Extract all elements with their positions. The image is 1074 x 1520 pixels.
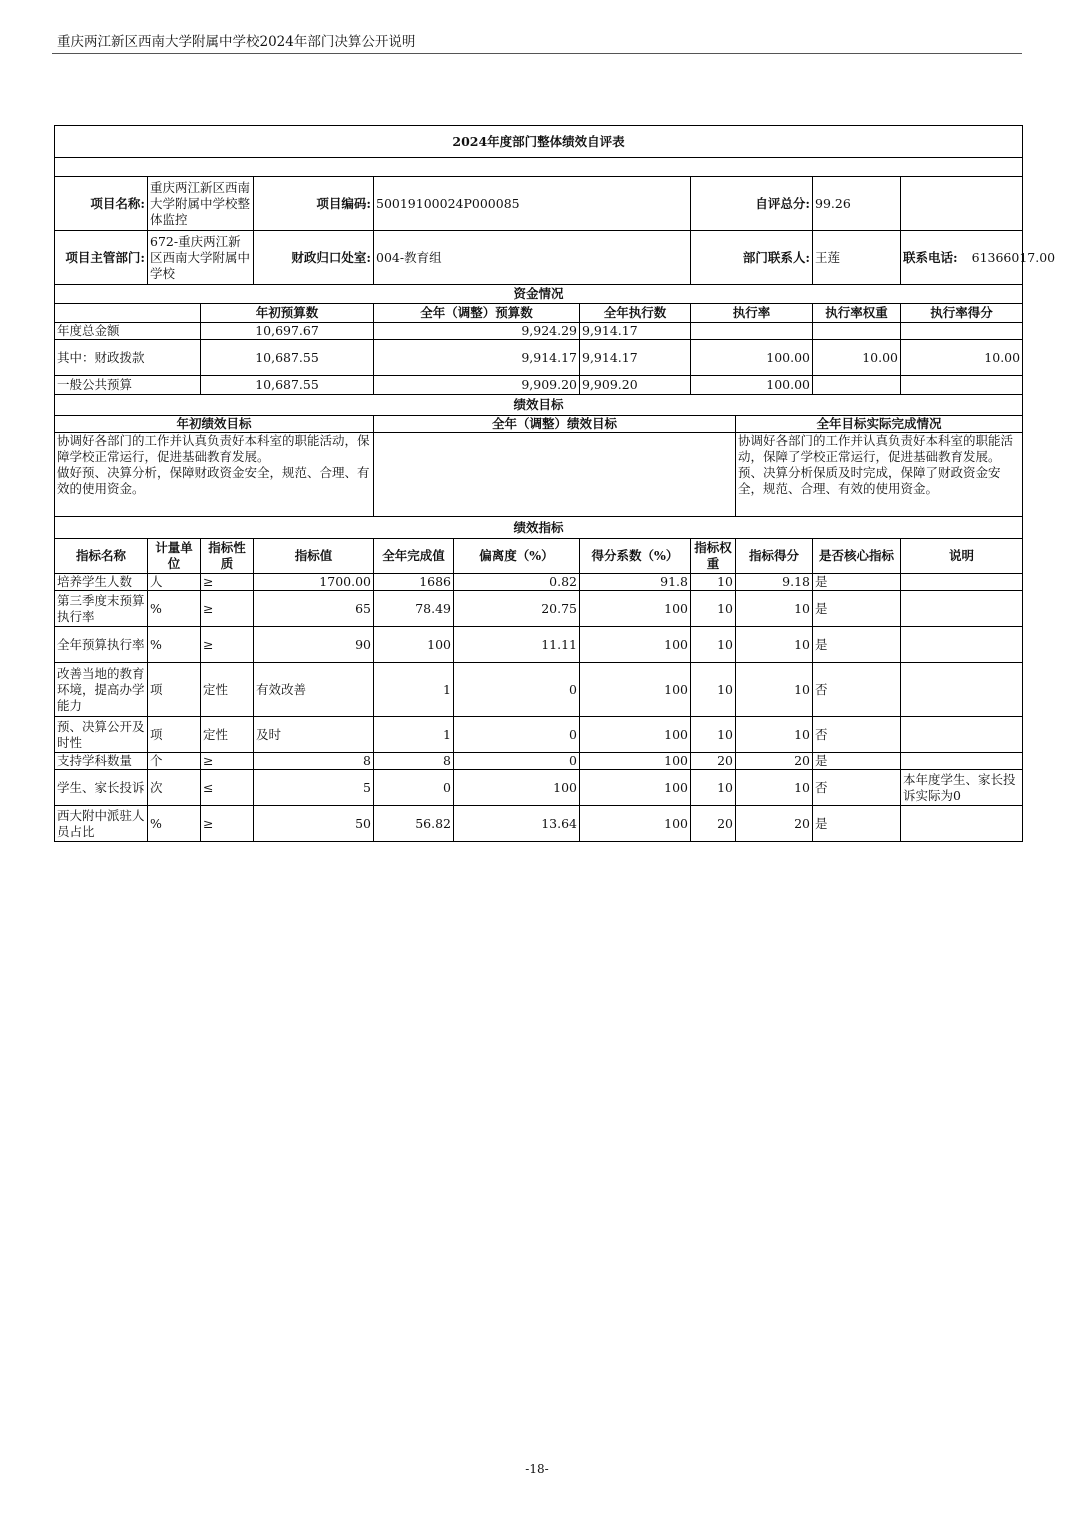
dept-label: 项目主管部门: [55,231,148,285]
indicator-done: 1686 [374,574,454,591]
indicator-name: 学生、家长投诉 [55,770,148,806]
goals-col-initial: 年初绩效目标 [55,416,374,433]
indicator-weight: 20 [691,753,736,770]
indicator-core: 是 [813,627,901,663]
indicator-note [901,663,1023,717]
form-title: 2024年度部门整体绩效自评表 [55,126,1023,158]
indicator-weight: 10 [691,663,736,717]
indicator-coef: 100 [580,663,691,717]
indicator-weight: 20 [691,806,736,842]
funds-row-name: 其中：财政拨款 [55,340,201,376]
funds-header-blank [55,304,201,323]
finance-office-value: 004-教育组 [374,231,691,285]
indicator-nature: ≥ [201,627,254,663]
indicator-note [901,627,1023,663]
self-score-value: 99.26 [813,177,901,231]
indicator-weight: 10 [691,574,736,591]
indicator-score: 10 [736,627,813,663]
indicator-unit: % [148,591,201,627]
indicator-name: 全年预算执行率 [55,627,148,663]
project-info-row [55,177,1023,231]
indicator-weight: 10 [691,770,736,806]
indicator-name: 改善当地的教育环境，提高办学能力 [55,663,148,717]
empty-cell [901,177,1023,231]
indicator-core: 是 [813,591,901,627]
funds-row-name: 一般公共预算 [55,376,201,395]
indicator-done: 8 [374,753,454,770]
indicator-note [901,717,1023,753]
funds-initial: 10,697.67 [201,323,374,340]
indicator-nature: ≥ [201,574,254,591]
goal-actual-text: 协调好各部门的工作并认真负责好本科室的职能活动，保障了学校正常运行，促进基础教育发展。 预、决算分析保质及时完成，保障了财政资金安全，规范、合理、有效的使用资金。 [736,433,1023,517]
indicator-note [901,806,1023,842]
indicator-row [55,591,1023,627]
indicator-done: 1 [374,663,454,717]
indicator-name: 支持学科数量 [55,753,148,770]
funds-row [55,376,1023,395]
goals-content-row [55,433,1023,517]
indicator-nature: ≥ [201,753,254,770]
header-divider [52,53,1022,54]
indicator-coef: 91.8 [580,574,691,591]
indicator-core: 否 [813,663,901,717]
funds-row-name: 年度总金额 [55,323,201,340]
project-name-label: 项目名称: [55,177,148,231]
project-code-label: 项目编码: [254,177,374,231]
indicator-col-header: 指标得分 [736,539,813,574]
indicator-unit: % [148,806,201,842]
indicator-unit: 项 [148,663,201,717]
indicator-coef: 100 [580,770,691,806]
indicator-score: 10 [736,717,813,753]
goals-col-actual: 全年目标实际完成情况 [736,416,1023,433]
indicator-dev: 0 [454,717,580,753]
contact-value: 王莲 [813,231,901,285]
indicator-name: 第三季度末预算执行率 [55,591,148,627]
page-number: -18- [525,1462,549,1476]
indicator-nature: ≤ [201,770,254,806]
indicator-nature: 定性 [201,663,254,717]
funds-adjusted: 9,909.20 [374,376,580,395]
indicator-score: 10 [736,591,813,627]
indicator-dev: 13.64 [454,806,580,842]
goal-adjusted-text [374,433,736,517]
indicator-coef: 100 [580,717,691,753]
indicator-coef: 100 [580,591,691,627]
indicator-score: 10 [736,770,813,806]
indicator-core: 否 [813,770,901,806]
contact-label: 部门联系人: [691,231,813,285]
indicator-dev: 11.11 [454,627,580,663]
indicator-done: 0 [374,770,454,806]
indicator-target: 及时 [254,717,374,753]
indicator-unit: % [148,627,201,663]
indicator-coef: 100 [580,627,691,663]
funds-rate [691,323,813,340]
funds-weight [813,376,901,395]
funds-col-rate: 执行率 [691,304,813,323]
indicator-row [55,806,1023,842]
indicator-score: 9.18 [736,574,813,591]
funds-initial: 10,687.55 [201,340,374,376]
funds-rate: 100.00 [691,340,813,376]
indicator-score: 20 [736,806,813,842]
indicator-name: 培养学生人数 [55,574,148,591]
funds-col-weight: 执行率权重 [813,304,901,323]
indicator-nature: ≥ [201,591,254,627]
indicator-col-header: 偏离度（%） [454,539,580,574]
indicator-unit: 个 [148,753,201,770]
performance-self-evaluation-table [54,125,1056,842]
funds-col-adjusted: 全年（调整）预算数 [374,304,580,323]
goals-col-adjusted: 全年（调整）绩效目标 [374,416,736,433]
indicator-col-header: 得分系数（%） [580,539,691,574]
funds-adjusted: 9,914.17 [374,340,580,376]
indicator-weight: 10 [691,627,736,663]
indicator-row [55,753,1023,770]
title-row [55,126,1023,158]
funds-score [901,376,1023,395]
funds-section-title: 资金情况 [55,285,1023,304]
indicator-core: 是 [813,753,901,770]
phone-label: 联系电话: [903,249,958,265]
blank-cell [55,158,1023,177]
indicator-done: 1 [374,717,454,753]
indicator-unit: 次 [148,770,201,806]
self-score-label: 自评总分: [691,177,813,231]
indicator-col-header: 指标名称 [55,539,148,574]
indicator-note [901,753,1023,770]
phone-value: 61366017.00 [971,249,1056,265]
indicator-col-header: 是否核心指标 [813,539,901,574]
indicator-unit: 项 [148,717,201,753]
funds-col-score: 执行率得分 [901,304,1023,323]
funds-executed: 9,914.17 [580,323,691,340]
indicator-nature: 定性 [201,717,254,753]
indicator-row [55,574,1023,591]
funds-row [55,340,1023,376]
indicator-core: 否 [813,717,901,753]
indicator-note [901,591,1023,627]
indicator-row [55,663,1023,717]
page-header-title: 重庆两江新区西南大学附属中学校2024年部门决算公开说明 [57,34,416,50]
indicator-row [55,627,1023,663]
funds-executed: 9,909.20 [580,376,691,395]
project-name-value: 重庆两江新区西南大学附属中学校整体监控 [148,177,254,231]
funds-executed: 9,914.17 [580,340,691,376]
indicator-col-header: 指标权重 [691,539,736,574]
department-info-row [55,231,1023,285]
indicator-target: 5 [254,770,374,806]
project-code-value: 50019100024P000085 [374,177,691,231]
indicator-weight: 10 [691,717,736,753]
funds-row [55,323,1023,340]
indicator-target: 65 [254,591,374,627]
indicators-section-title: 绩效指标 [55,517,1023,539]
funds-score: 10.00 [901,340,1023,376]
indicator-done: 100 [374,627,454,663]
indicator-weight: 10 [691,591,736,627]
funds-rate: 100.00 [691,376,813,395]
indicator-coef: 100 [580,806,691,842]
indicator-note: 本年度学生、家长投诉实际为0 [901,770,1023,806]
indicators-header-row [55,539,1023,574]
indicator-done: 78.49 [374,591,454,627]
indicator-row [55,717,1023,753]
indicator-col-header: 说明 [901,539,1023,574]
indicator-score: 10 [736,663,813,717]
funds-weight [813,323,901,340]
finance-office-label: 财政归口处室: [254,231,374,285]
indicator-target: 50 [254,806,374,842]
goals-section-row [55,395,1023,416]
indicator-name: 西大附中派驻人员占比 [55,806,148,842]
indicator-dev: 20.75 [454,591,580,627]
indicator-row [55,770,1023,806]
indicator-coef: 100 [580,753,691,770]
goal-initial-text: 协调好各部门的工作并认真负责好本科室的职能活动，保障学校正常运行，促进基础教育发展。 做好预、决算分析，保障财政资金安全，规范、合理、有效的使用资金。 [55,433,374,517]
indicator-target: 90 [254,627,374,663]
indicator-target: 有效改善 [254,663,374,717]
indicator-target: 1700.00 [254,574,374,591]
indicator-col-header: 计量单位 [148,539,201,574]
indicator-done: 56.82 [374,806,454,842]
indicator-col-header: 全年完成值 [374,539,454,574]
funds-weight: 10.00 [813,340,901,376]
indicator-nature: ≥ [201,806,254,842]
indicator-col-header: 指标性质 [201,539,254,574]
funds-score [901,323,1023,340]
indicator-unit: 人 [148,574,201,591]
phone-cell [901,231,1056,285]
funds-adjusted: 9,924.29 [374,323,580,340]
indicator-score: 20 [736,753,813,770]
indicator-dev: 100 [454,770,580,806]
indicator-name: 预、决算公开及时性 [55,717,148,753]
indicator-note [901,574,1023,591]
funds-header-row [55,304,1023,323]
funds-col-executed: 全年执行数 [580,304,691,323]
indicator-dev: 0 [454,663,580,717]
indicator-target: 8 [254,753,374,770]
indicator-dev: 0.82 [454,574,580,591]
dept-value: 672-重庆两江新区西南大学附属中学校 [148,231,254,285]
indicators-section-row [55,517,1023,539]
goals-header-row [55,416,1023,433]
blank-row [55,158,1023,177]
indicator-core: 是 [813,806,901,842]
indicator-dev: 0 [454,753,580,770]
funds-col-initial: 年初预算数 [201,304,374,323]
funds-section-row [55,285,1023,304]
funds-initial: 10,687.55 [201,376,374,395]
indicator-core: 是 [813,574,901,591]
goals-section-title: 绩效目标 [55,395,1023,416]
indicator-col-header: 指标值 [254,539,374,574]
